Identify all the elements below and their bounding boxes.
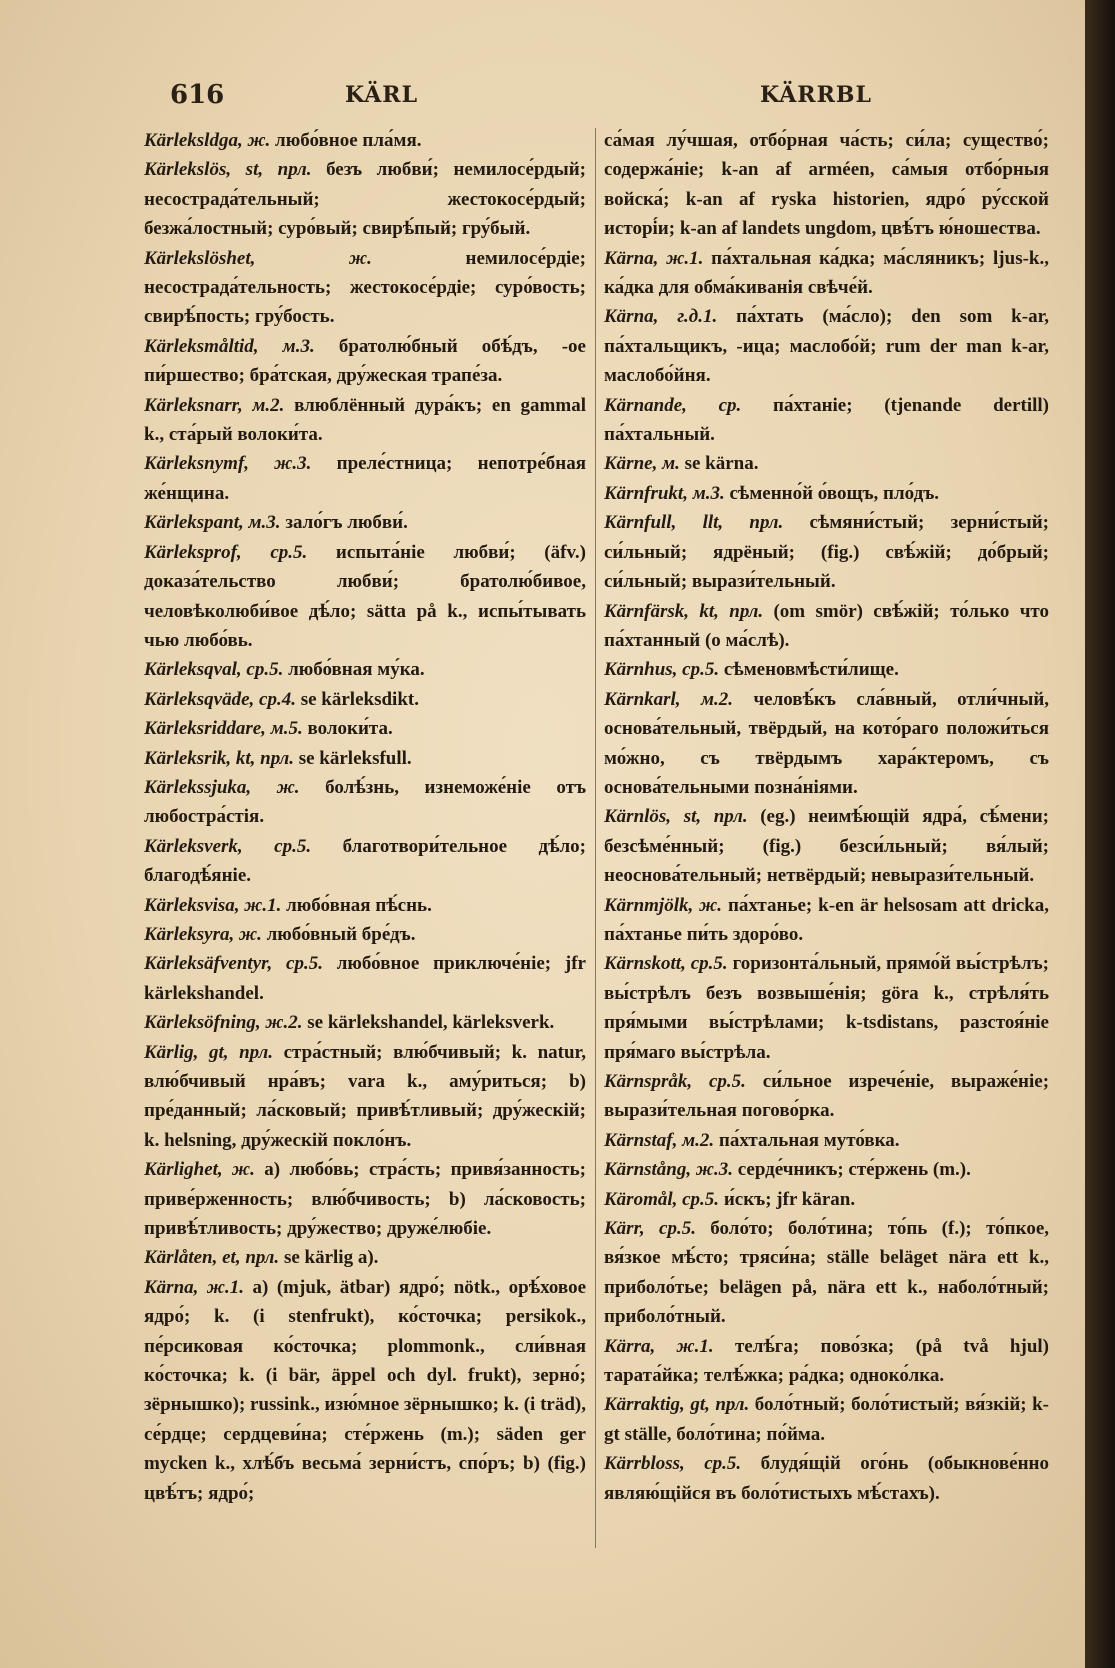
entry-translation: зало́гъ любви́.	[285, 512, 408, 534]
entry-grammar: ж.2.	[265, 1012, 303, 1034]
entry-grammar: ж.	[276, 776, 300, 798]
dictionary-entry	[144, 832, 586, 891]
entry-grammar: ж.	[232, 1159, 255, 1181]
entry-grammar: ср.5.	[274, 835, 312, 857]
dictionary-entry	[604, 391, 1049, 450]
entry-grammar: kt, прл.	[699, 600, 764, 622]
entry-grammar: ж.3.	[274, 453, 312, 475]
dictionary-entry	[144, 920, 586, 949]
dictionary-entry	[144, 1008, 586, 1037]
dictionary-entry	[604, 1332, 1049, 1391]
entry-headword: Kärne,	[604, 453, 658, 475]
dictionary-entry	[144, 685, 586, 714]
entry-headword: Kärr,	[604, 1218, 645, 1240]
entry-translation: влюблённый дура́къ; en gammal k., ста́рый волоки́та.	[144, 394, 586, 446]
entry-translation: человѣ́къ сла́вный, отли́чный, основа́тельный, твёрдый, на кото́раго положи́ться мо́жно, съ твёрдымъ хара́ктеромъ, съ основа́тельными позна́ніями.	[604, 688, 1050, 798]
entry-headword: Kärleksqväde,	[144, 688, 255, 710]
dictionary-entry	[144, 714, 586, 743]
dictionary-entry	[144, 508, 586, 537]
dictionary-entry	[144, 1155, 586, 1243]
entry-grammar: et, прл.	[222, 1247, 280, 1269]
dictionary-entry	[604, 655, 1049, 684]
entry-headword: Kärnstång,	[604, 1159, 692, 1181]
entry-headword: Kärnfrukt,	[604, 482, 688, 504]
entry-grammar: ж.1.	[676, 1335, 714, 1357]
entry-translation: братолю́бный обѣ́дъ, -ое пи́ршество; бра́тская, дру́жеская трапе́за.	[144, 335, 586, 387]
entry-translation: любо́вное приключе́ніе; jfr kärlekshandel.	[144, 953, 586, 1004]
dictionary-entry	[144, 949, 586, 1008]
entry-headword: Kärra,	[604, 1335, 656, 1357]
entry-translation: (eg.) неимѣ́ющій ядра́, сѣ́мени; безсѣме́нный; (fig.) безси́льный; вя́лый; неоснова́тельный; нетвёрдый; невырази́тельный.	[604, 806, 1049, 887]
entry-headword: Kärrbloss,	[604, 1453, 685, 1475]
entry-headword: Kärleksnarr,	[144, 394, 243, 416]
entry-headword: Kärlekslöshet,	[144, 247, 256, 269]
dictionary-entry	[604, 244, 1049, 303]
entry-headword: Kärleksverk,	[144, 835, 243, 857]
entry-translation: благотвори́тельное дѣ́ло; благодѣ́яніе.	[144, 835, 586, 887]
entry-translation: са́мая лу́чшая, отбо́рная ча́сть; си́ла; существо́; содержа́ніе; k-an af arméen, са́мыя отбо́рныя войска́; k-an af ryska historien, ядро́ ру́сской исторі́и; k-an af landets ungdom, цвѣ́тъ ю́ношества.	[604, 130, 1049, 240]
book-edge	[1085, 0, 1115, 1668]
entry-grammar: kt, прл.	[235, 747, 294, 769]
entry-grammar: м.2.	[682, 1129, 715, 1151]
entry-headword: Kärnmjölk,	[604, 894, 694, 916]
entry-translation: se kärleksdikt.	[300, 688, 419, 710]
entry-translation: па́хтанье; k-en är helsosam att dricka, па́хтанье пи́ть здоро́во.	[604, 894, 1049, 945]
entry-translation: сѣменовмѣсти́лище.	[723, 659, 899, 681]
entry-headword: Kärleksmåltid,	[144, 335, 259, 357]
entry-translation: se kärlekshandel, kärleksverk.	[307, 1012, 555, 1034]
entry-headword: Kärnfärsk,	[604, 600, 689, 622]
entry-translation: блудя́щій ого́нь (обыкнове́нно являю́щійся въ боло́тистыхъ мѣ́стахъ).	[604, 1453, 1049, 1504]
dictionary-entry	[144, 744, 586, 773]
dictionary-entry	[144, 773, 586, 832]
entry-translation: a) (mjuk, ätbar) ядро́; nötk., орѣ́ховое ядро́; k. (i stenfrukt), ко́сточка; persikok., пе́рсиковая ко́сточка; plommonk., сли́вная ко́сточка; k. (i bär, äppel och dyl. frukt), зерно́; зёрнышко); russink., изю́мное зёрнышко; k. (i träd), се́рдце; сердцеви́на; сте́ржень (m.); säden ger mycken k., хлѣ́бъ весьма́ зерни́стъ, спо́ръ; b) (fig.) цвѣ́тъ; ядро́;	[144, 1276, 586, 1504]
entry-translation: волоки́та.	[307, 718, 393, 740]
entry-translation: па́хтаніе; (tjenande dertill) па́хтальный.	[604, 394, 1050, 446]
entry-translation: си́льное изрече́ніе, выраже́ніе; вырази́тельная погово́рка.	[604, 1071, 1050, 1122]
entry-headword: Kärleksnymf,	[144, 453, 250, 475]
dictionary-entry	[144, 244, 586, 332]
dictionary-entry	[144, 126, 586, 155]
entry-headword: Kärnstaf,	[604, 1129, 678, 1151]
entry-grammar: ср.5.	[690, 953, 728, 975]
entry-grammar: ж.	[239, 923, 262, 945]
entry-headword: Käromål,	[604, 1188, 678, 1210]
entry-grammar: ср.5.	[704, 1453, 742, 1475]
entry-headword: Kärleksriddare,	[144, 718, 266, 740]
entry-grammar: ср.	[718, 394, 742, 416]
entry-translation: se kärlig a).	[283, 1247, 379, 1269]
entry-headword: Kärleksvisa,	[144, 894, 240, 916]
dictionary-entry	[604, 1155, 1049, 1184]
entry-translation: любо́вное пла́мя.	[275, 130, 422, 151]
entry-headword: Kärnhus,	[604, 659, 678, 681]
dictionary-entry	[144, 332, 586, 391]
entry-translation: se kärleksfull.	[298, 747, 412, 769]
entry-grammar: llt, прл.	[702, 512, 784, 534]
entry-headword: Kärna,	[144, 1276, 199, 1298]
dictionary-entry	[144, 655, 586, 684]
entry-headword: Kärleksyra,	[144, 923, 235, 945]
entry-headword: Kärleksöfning,	[144, 1012, 261, 1034]
dictionary-entry	[604, 126, 1049, 244]
entry-headword: Kärlekspant,	[144, 512, 244, 534]
dictionary-entry	[144, 1038, 586, 1156]
entry-headword: Kärleksqval,	[144, 659, 242, 681]
entry-grammar: м.3.	[282, 335, 315, 357]
dictionary-entry	[144, 1273, 586, 1508]
entry-grammar: м.2.	[252, 394, 285, 416]
entry-grammar: st, прл.	[683, 806, 748, 828]
dictionary-entry	[604, 1126, 1049, 1155]
left-column	[144, 126, 586, 1508]
entry-headword: Kärleksprof,	[144, 541, 242, 563]
entry-headword: Kärnkarl,	[604, 688, 681, 710]
entry-grammar: ж.3.	[695, 1159, 733, 1181]
entry-grammar: gt, прл.	[690, 1394, 750, 1416]
dictionary-entry	[604, 302, 1049, 390]
entry-translation: стра́стный; влю́бчивый; k. natur, влю́бчивый нра́въ; vara k., аму́риться; b) пре́данный; ла́сковый; привѣ́тливый; дру́жескій; k. helsning, дру́жескій покло́нъ.	[144, 1041, 586, 1151]
entry-translation: преле́стница; непотре́бная же́нщина.	[144, 453, 586, 504]
entry-translation: сѣменно́й о́вощъ, пло́дъ.	[729, 482, 940, 504]
entry-translation: любо́вная пѣ́снь.	[286, 894, 432, 916]
right-column	[604, 126, 1049, 1508]
entry-translation: горизонта́льный, прямо́й вы́стрѣлъ; вы́стрѣлъ безъ возвыше́нія; göra k., стрѣля́ть пря́мыми вы́стрѣлами; k-tsdistans, разстоя́ніе пря́маго вы́стрѣла.	[604, 953, 1050, 1063]
entry-headword: Kärnfull,	[604, 512, 677, 534]
entry-headword: Kärna,	[604, 247, 659, 269]
entry-translation: немилосе́рдіе; несострада́тельность; жестокосе́рдіе; суро́вость; свирѣ́пость; гру́бость.	[144, 247, 586, 328]
dictionary-entry	[604, 949, 1049, 1067]
entry-headword: Kärnande,	[604, 394, 687, 416]
entry-headword: Kärleksldga,	[144, 130, 243, 151]
dictionary-entry	[144, 538, 586, 656]
entry-grammar: ж.	[699, 894, 723, 916]
dictionary-entry	[604, 1390, 1049, 1449]
entry-grammar: м.5.	[270, 718, 303, 740]
dictionary-entry	[144, 449, 586, 508]
entry-grammar: ср.5.	[708, 1071, 746, 1092]
dictionary-entry	[604, 891, 1049, 950]
entry-grammar: ср.5.	[246, 659, 284, 681]
entry-translation: любо́вный бре́дъ.	[266, 923, 416, 945]
entry-grammar: ж.	[247, 130, 271, 151]
entry-grammar: ж.1.	[206, 1276, 244, 1298]
entry-headword: Kärleksäfventyr,	[144, 953, 273, 975]
dictionary-entry	[604, 1185, 1049, 1214]
entry-headword: Kärlekslös,	[144, 159, 232, 181]
entry-grammar: м.	[662, 453, 680, 475]
entry-translation: боло́то; боло́тина; то́пь (f.); то́пкое, вя́зкое мѣ́сто; тряси́на; ställe beläget nära ett k., приболо́тье; belägen på, nära ett k., наболо́тный; приболо́тный.	[604, 1218, 1049, 1328]
entry-translation: se kärna.	[684, 453, 759, 475]
entry-grammar: ж.	[349, 247, 372, 269]
entry-grammar: м.2.	[700, 688, 734, 710]
entry-grammar: ср.5.	[682, 1188, 720, 1210]
dictionary-entry	[604, 508, 1049, 596]
entry-headword: Kärna,	[604, 306, 659, 328]
entry-headword: Kärlighet,	[144, 1159, 223, 1181]
entry-grammar: г.д.1.	[677, 306, 718, 328]
entry-grammar: gt, прл.	[208, 1041, 273, 1063]
dictionary-entry	[604, 449, 1049, 478]
column-divider	[595, 128, 596, 1548]
entry-grammar: ж.1.	[244, 894, 282, 916]
running-head-right: KÄRRBL	[760, 82, 872, 108]
entry-translation: телѣ́га; пово́зка; (på två hjul) тарата́йка; телѣ́жка; ра́дка; одноко́лка.	[604, 1335, 1049, 1387]
dictionary-entry	[604, 479, 1049, 508]
entry-grammar: ср.5.	[286, 953, 323, 975]
entry-headword: Kärnskott,	[604, 953, 686, 975]
dictionary-entry	[604, 597, 1049, 656]
entry-headword: Kärnlös,	[604, 806, 672, 828]
dictionary-entry	[604, 1449, 1049, 1508]
entry-translation: безъ любви́; немилосе́рдый; несострада́тельный; жестокосе́рдый; безжа́лостный; суро́вый; свирѣ́пый; гру́бый.	[144, 159, 587, 240]
dictionary-entry	[604, 685, 1049, 803]
entry-translation: испыта́ніе любви́; (äfv.) доказа́тельство любви́; братолю́бивое, человѣколюби́вое дѣ́ло; sätta på k., испы́тывать чью любо́вь.	[144, 541, 586, 651]
dictionary-entry	[144, 391, 586, 450]
entry-translation: и́скъ; jfr käran.	[723, 1188, 856, 1210]
entry-grammar: м.3.	[692, 482, 725, 504]
dictionary-entry	[144, 155, 586, 243]
dictionary-entry	[604, 1214, 1049, 1332]
entry-headword: Kärraktig,	[604, 1394, 685, 1416]
entry-headword: Kärlig,	[144, 1041, 199, 1063]
entry-grammar: ср.4.	[259, 688, 296, 710]
entry-grammar: st, прл.	[245, 159, 312, 181]
entry-translation: любо́вная му́ка.	[288, 659, 425, 681]
dictionary-entry	[144, 1243, 586, 1272]
entry-translation: сѣмяни́стый; зерни́стый; си́льный; ядрёный; (fig.) свѣ́жій; до́брый; си́льный; вырази́тельный.	[604, 512, 1050, 593]
page-number: 616	[170, 80, 225, 110]
dictionary-entry	[604, 1067, 1049, 1126]
entry-translation: па́хтальная муто́вка.	[718, 1129, 900, 1151]
entry-grammar: ср.5.	[270, 541, 308, 563]
dictionary-entry	[604, 802, 1049, 890]
entry-translation: па́хтальная ка́дка; ма́сляникъ; ljus-k., ка́дка для обма́киванія свѣче́й.	[604, 247, 1049, 299]
page-header	[170, 80, 870, 114]
running-head-left: KÄRL	[345, 82, 419, 108]
entry-headword: Kärnspråk,	[604, 1071, 693, 1092]
entry-translation: па́хтать (ма́сло); den som k-ar, па́хтальщикъ, -ица; маслобо́й; rum der man k-ar, маслобо́йня.	[604, 306, 1050, 387]
entry-grammar: м.3.	[248, 512, 281, 534]
entry-translation: (om smör) свѣ́жій; то́лько что па́хтанный (о ма́слѣ).	[604, 600, 1049, 651]
entry-headword: Kärleksrik,	[144, 747, 232, 769]
entry-grammar: ж.1.	[666, 247, 704, 269]
entry-translation: болѣ́знь, изнеможе́ніе отъ любостра́стія.	[144, 776, 587, 828]
entry-translation: a) любо́вь; стра́сть; привя́занность; приве́рженность; влю́бчивость; b) ла́сковость; привѣ́тливость; дру́жество; друже́любіе.	[144, 1159, 586, 1240]
entry-headword: Kärlekssjuka,	[144, 776, 252, 798]
entry-translation: боло́тный; боло́тистый; вя́зкій; k-gt ställe, боло́тина; по́йма.	[604, 1394, 1050, 1445]
dictionary-entry	[144, 891, 586, 920]
entry-grammar: ср.5.	[682, 659, 720, 681]
entry-grammar: ср.5.	[659, 1218, 696, 1240]
entry-translation: серде́чникъ; сте́ржень (m.).	[737, 1159, 971, 1181]
entry-headword: Kärlåten,	[144, 1247, 218, 1269]
